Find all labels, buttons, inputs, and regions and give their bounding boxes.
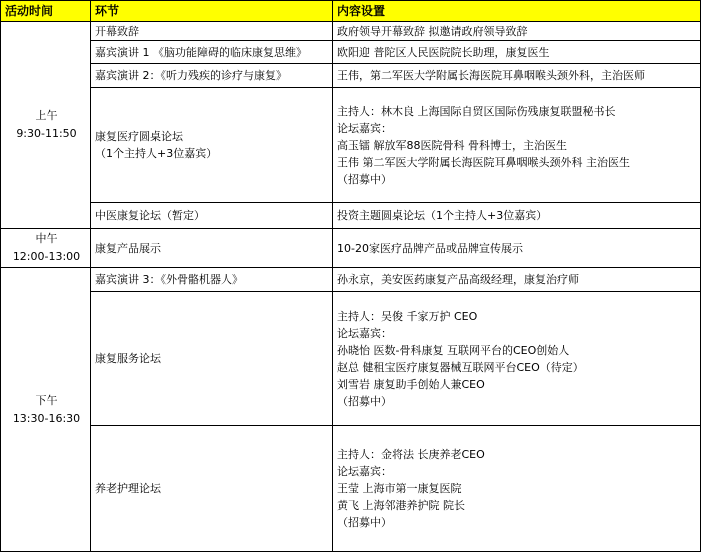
table-row xyxy=(1,229,701,268)
content-cell: 投资主题圆桌论坛（1个主持人+3位嘉宾） xyxy=(333,203,701,229)
content-line: 高玉镭 解放军88医院骨科 骨科博士，主治医生 xyxy=(337,138,567,152)
content-line: 论坛嘉宾： xyxy=(337,465,392,478)
content-cell: 孙永京，美安医药康复产品高级经理，康复治疗师 xyxy=(333,268,701,292)
time-label: 中午 xyxy=(35,232,58,245)
time-cell-noon xyxy=(1,229,91,268)
header-time: 活动时间 xyxy=(1,1,91,22)
segment-cell: 养老护理论坛 xyxy=(91,426,333,552)
table-row xyxy=(1,268,701,292)
header-row xyxy=(1,1,701,22)
content-cell: 王伟，第二军医大学附属长海医院耳鼻咽喉头颈外科，主治医师 xyxy=(333,64,701,88)
content-line: 论坛嘉宾： xyxy=(337,326,392,340)
table-row xyxy=(1,22,701,41)
content-cell xyxy=(333,88,701,203)
content-line: 主持人：吴俊 千家万护 CEO xyxy=(337,309,478,323)
header-segment: 环节 xyxy=(91,1,333,22)
header-content: 内容设置 xyxy=(333,1,701,22)
table-row xyxy=(1,64,701,88)
content-line: （招募中） xyxy=(337,394,392,408)
segment-cell: 中医康复论坛（暂定） xyxy=(91,203,333,229)
segment-cell: 嘉宾演讲 2：《听力残疾的诊疗与康复》 xyxy=(91,64,333,88)
content-cell: 政府领导开幕致辞 拟邀请政府领导致辞 xyxy=(333,22,701,41)
time-range: 13:30-16:30 xyxy=(12,411,81,425)
segment-cell: 康复服务论坛 xyxy=(91,292,333,426)
table-row xyxy=(1,41,701,64)
table-row xyxy=(1,203,701,229)
content-line: 论坛嘉宾： xyxy=(337,121,392,135)
content-line: 主持人：金将法 长庚养老CEO xyxy=(337,448,485,461)
segment-line: （1个主持人+3位嘉宾） xyxy=(95,147,218,160)
content-cell: 欧阳迎 普陀区人民医院院长助理，康复医生 xyxy=(333,41,701,64)
time-label: 下午 xyxy=(35,393,58,407)
time-cell-afternoon xyxy=(1,268,91,552)
time-range: 9:30-11:50 xyxy=(16,127,77,140)
segment-cell: 康复产品展示 xyxy=(91,229,333,268)
content-cell xyxy=(333,426,701,552)
content-line: 赵总 健租宝医疗康复器械互联网平台CEO（待定） xyxy=(337,360,584,374)
content-cell xyxy=(333,292,701,426)
content-line: 孙晓怡 医数-骨科康复 互联网平台的CEO创始人 xyxy=(337,343,570,357)
table-row xyxy=(1,88,701,203)
segment-cell: 开幕致辞 xyxy=(91,22,333,41)
content-line: 刘雪岩 康复助手创始人兼CEO xyxy=(337,377,485,391)
time-label: 上午 xyxy=(35,109,58,122)
content-line: （招募中） xyxy=(337,516,392,529)
content-line: 王莹 上海市第一康复医院 xyxy=(337,482,462,495)
segment-cell xyxy=(91,88,333,203)
segment-cell: 嘉宾演讲 1 《脑功能障碍的临床康复思维》 xyxy=(91,41,333,64)
content-line: （招募中） xyxy=(337,172,392,186)
content-line: 黄飞 上海邻港养护院 院长 xyxy=(337,499,465,512)
table-row xyxy=(1,426,701,552)
content-line: 王伟 第二军医大学附属长海医院耳鼻咽喉头颈外科 主治医生 xyxy=(337,155,630,169)
table-row xyxy=(1,292,701,426)
content-line: 主持人：林木良 上海国际自贸区国际伤残康复联盟秘书长 xyxy=(337,104,616,118)
segment-line: 康复医疗圆桌论坛 xyxy=(95,130,183,143)
time-range: 12:00-13:00 xyxy=(12,250,81,263)
time-cell-morning xyxy=(1,22,91,229)
content-cell: 10-20家医疗品牌产品或品牌宣传展示 xyxy=(333,229,701,268)
segment-cell: 嘉宾演讲 3：《外骨骼机器人》 xyxy=(91,268,333,292)
